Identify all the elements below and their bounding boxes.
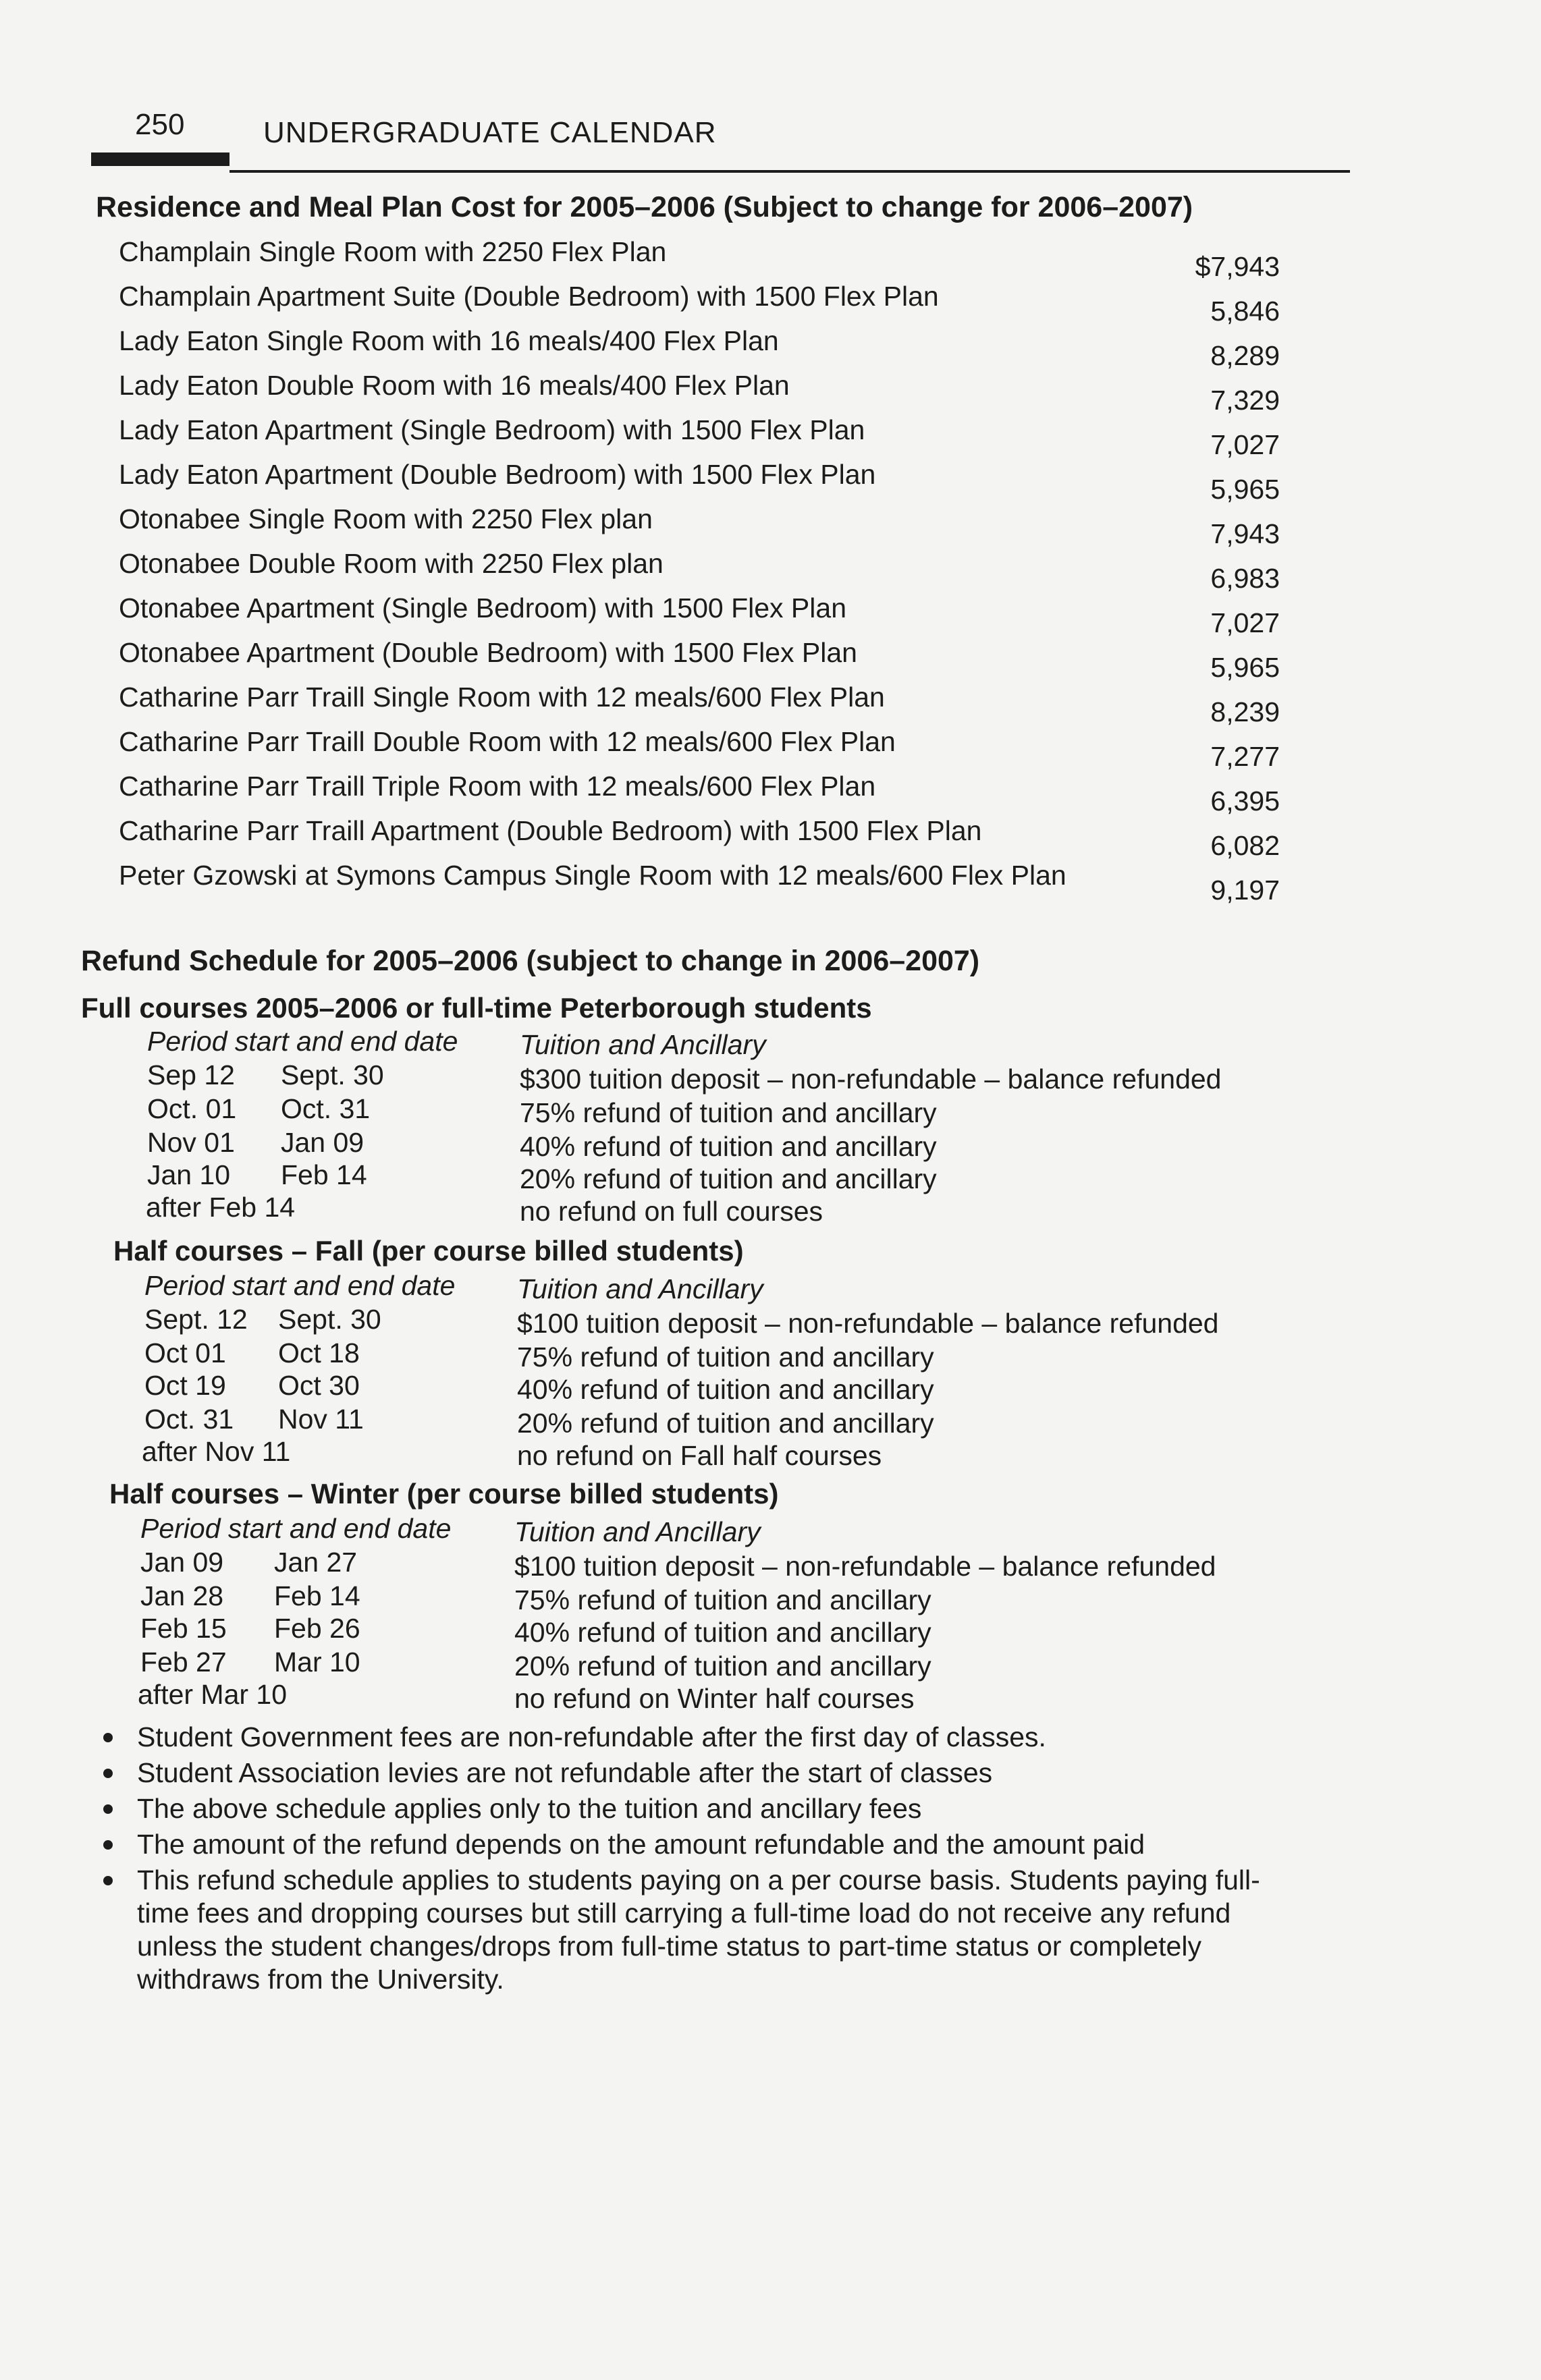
tuition-refund: 75% refund of tuition and ancillary (514, 1584, 931, 1615)
tuition-refund: no refund on Fall half courses (517, 1440, 882, 1471)
header-rule-thick (91, 153, 229, 166)
running-title: UNDERGRADUATE CALENDAR (263, 116, 717, 149)
bullet-icon (103, 1840, 113, 1850)
period-column-header: Period start and end date (140, 1513, 452, 1544)
refund-section-heading: Full courses 2005–2006 or full-time Peterborough students (81, 992, 872, 1024)
page-number: 250 (135, 108, 185, 141)
residence-price: 9,197 (1210, 875, 1280, 906)
period-start: after Feb 14 (146, 1192, 296, 1223)
residence-row (119, 592, 1280, 637)
period-end: Oct 30 (278, 1370, 360, 1401)
residence-price: 7,027 (1210, 429, 1280, 460)
bullet-icon (103, 1876, 113, 1885)
residence-row (119, 637, 1280, 682)
residence-name: Catharine Parr Traill Double Room with 12 meals/600 Flex Plan (119, 726, 896, 757)
residence-row (119, 815, 1280, 860)
residence-row (119, 726, 1280, 771)
residence-name: Lady Eaton Single Room with 16 meals/400 Flex Plan (119, 325, 779, 356)
period-start: after Nov 11 (142, 1436, 291, 1467)
note-text: Student Association levies are not refundable after the start of classes (137, 1757, 993, 1788)
tuition-column-header: Tuition and Ancillary (514, 1516, 761, 1547)
residence-name: Peter Gzowski at Symons Campus Single Room with 12 meals/600 Flex Plan (119, 860, 1066, 891)
period-start: Nov 01 (147, 1127, 235, 1158)
residence-name: Lady Eaton Apartment (Single Bedroom) with 1500 Flex Plan (119, 414, 865, 445)
tuition-refund: 75% refund of tuition and ancillary (520, 1097, 937, 1128)
note-text: The amount of the refund depends on the amount refundable and the amount paid (137, 1829, 1145, 1860)
period-start: Jan 09 (140, 1547, 224, 1578)
residence-name: Otonabee Double Room with 2250 Flex plan (119, 548, 664, 579)
residence-name: Otonabee Single Room with 2250 Flex plan (119, 503, 653, 534)
period-end: Oct 18 (278, 1337, 360, 1368)
residence-price: 6,983 (1210, 563, 1280, 594)
period-column-header: Period start and end date (147, 1026, 458, 1057)
residence-row (119, 860, 1280, 904)
tuition-refund: 40% refund of tuition and ancillary (517, 1374, 934, 1405)
list-item (98, 1721, 1306, 1754)
list-item (98, 1756, 1306, 1790)
period-start: Oct 01 (144, 1337, 226, 1368)
period-end: Jan 27 (274, 1547, 358, 1578)
residence-title: Residence and Meal Plan Cost for 2005–2006 (Subject to change for 2006–2007) (96, 191, 1193, 223)
residence-row (119, 236, 1280, 281)
tuition-refund: 20% refund of tuition and ancillary (517, 1408, 934, 1439)
residence-row (119, 682, 1280, 726)
tuition-refund: 75% refund of tuition and ancillary (517, 1341, 934, 1373)
period-end: Feb 14 (274, 1580, 360, 1611)
note-text: Student Government fees are non-refundable after the first day of classes. (137, 1721, 1046, 1752)
period-start: Sept. 12 (144, 1304, 248, 1335)
residence-row (119, 414, 1280, 459)
period-end: Jan 09 (281, 1127, 364, 1158)
period-column-header: Period start and end date (144, 1270, 456, 1301)
list-item (98, 1864, 1306, 1996)
tuition-refund: no refund on full courses (520, 1196, 823, 1227)
period-start: Sep 12 (147, 1059, 235, 1090)
bullet-icon (103, 1769, 113, 1778)
period-start: Jan 10 (147, 1159, 231, 1190)
residence-price: 5,965 (1210, 652, 1280, 683)
tuition-refund: no refund on Winter half courses (514, 1683, 915, 1714)
tuition-refund: 20% refund of tuition and ancillary (514, 1651, 931, 1682)
bullet-icon (103, 1733, 113, 1742)
residence-price: 6,395 (1210, 785, 1280, 817)
residence-price: 8,289 (1210, 340, 1280, 371)
period-start: after Mar 10 (138, 1679, 288, 1710)
residence-price: $7,943 (1195, 251, 1280, 282)
residence-name: Champlain Single Room with 2250 Flex Plan (119, 236, 667, 267)
tuition-refund: 20% refund of tuition and ancillary (520, 1163, 937, 1194)
residence-row (119, 459, 1280, 503)
period-end: Nov 11 (278, 1404, 364, 1435)
residence-row (119, 548, 1280, 592)
note-text: This refund schedule applies to students paying on a per course basis. Students paying full-time fees and dropping courses but still carrying a full-time load do not receive any refund unless the student changes/drops from full-time status to part-time status or completely withdraws from the University. (137, 1864, 1260, 1995)
period-end: Sept. 30 (281, 1059, 384, 1090)
period-start: Feb 15 (140, 1613, 227, 1644)
residence-price: 7,277 (1210, 741, 1280, 772)
period-start: Jan 28 (140, 1580, 224, 1611)
residence-price: 7,943 (1210, 518, 1280, 549)
residence-price: 5,846 (1210, 296, 1280, 327)
residence-name: Catharine Parr Traill Single Room with 12 meals/600 Flex Plan (119, 682, 885, 713)
residence-name: Otonabee Apartment (Double Bedroom) with 1500 Flex Plan (119, 637, 857, 668)
refund-notes (98, 1721, 1306, 1999)
tuition-column-header: Tuition and Ancillary (520, 1029, 766, 1060)
period-end: Feb 14 (281, 1159, 367, 1190)
residence-name: Champlain Apartment Suite (Double Bedroom) with 1500 Flex Plan (119, 281, 939, 312)
residence-name: Otonabee Apartment (Single Bedroom) with 1500 Flex Plan (119, 592, 846, 624)
residence-row (119, 503, 1280, 548)
tuition-refund: $100 tuition deposit – non-refundable – balance refunded (517, 1308, 1219, 1339)
refund-section-heading: Half courses – Fall (per course billed students) (113, 1235, 744, 1267)
residence-cost-table (119, 236, 1280, 904)
tuition-refund: $100 tuition deposit – non-refundable – balance refunded (514, 1551, 1216, 1582)
residence-row (119, 281, 1280, 325)
note-text: The above schedule applies only to the tuition and ancillary fees (137, 1793, 922, 1824)
residence-price: 8,239 (1210, 696, 1280, 727)
bullet-icon (103, 1804, 113, 1814)
period-end: Sept. 30 (278, 1304, 381, 1335)
period-end: Mar 10 (274, 1646, 360, 1678)
residence-price: 7,329 (1210, 385, 1280, 416)
list-item (98, 1792, 1306, 1825)
residence-row (119, 771, 1280, 815)
list-item (98, 1828, 1306, 1861)
refund-title: Refund Schedule for 2005–2006 (subject to change in 2006–2007) (81, 945, 980, 977)
tuition-refund: 40% refund of tuition and ancillary (514, 1617, 931, 1648)
residence-name: Lady Eaton Apartment (Double Bedroom) with 1500 Flex Plan (119, 459, 876, 490)
period-start: Oct 19 (144, 1370, 226, 1401)
period-start: Feb 27 (140, 1646, 227, 1678)
period-start: Oct. 01 (147, 1093, 237, 1124)
residence-name: Lady Eaton Double Room with 16 meals/400 Flex Plan (119, 370, 790, 401)
residence-price: 6,082 (1210, 830, 1280, 861)
period-end: Feb 26 (274, 1613, 360, 1644)
residence-price: 7,027 (1210, 607, 1280, 638)
period-start: Oct. 31 (144, 1404, 234, 1435)
period-end: Oct. 31 (281, 1093, 371, 1124)
tuition-refund: 40% refund of tuition and ancillary (520, 1131, 937, 1162)
header-rule-thin (229, 170, 1350, 173)
tuition-column-header: Tuition and Ancillary (517, 1273, 763, 1304)
residence-name: Catharine Parr Traill Triple Room with 12 meals/600 Flex Plan (119, 771, 876, 802)
tuition-refund: $300 tuition deposit – non-refundable – balance refunded (520, 1063, 1222, 1095)
residence-price: 5,965 (1210, 474, 1280, 505)
refund-section-heading: Half courses – Winter (per course billed students) (109, 1478, 779, 1510)
residence-name: Catharine Parr Traill Apartment (Double Bedroom) with 1500 Flex Plan (119, 815, 982, 846)
residence-row (119, 370, 1280, 414)
residence-row (119, 325, 1280, 370)
